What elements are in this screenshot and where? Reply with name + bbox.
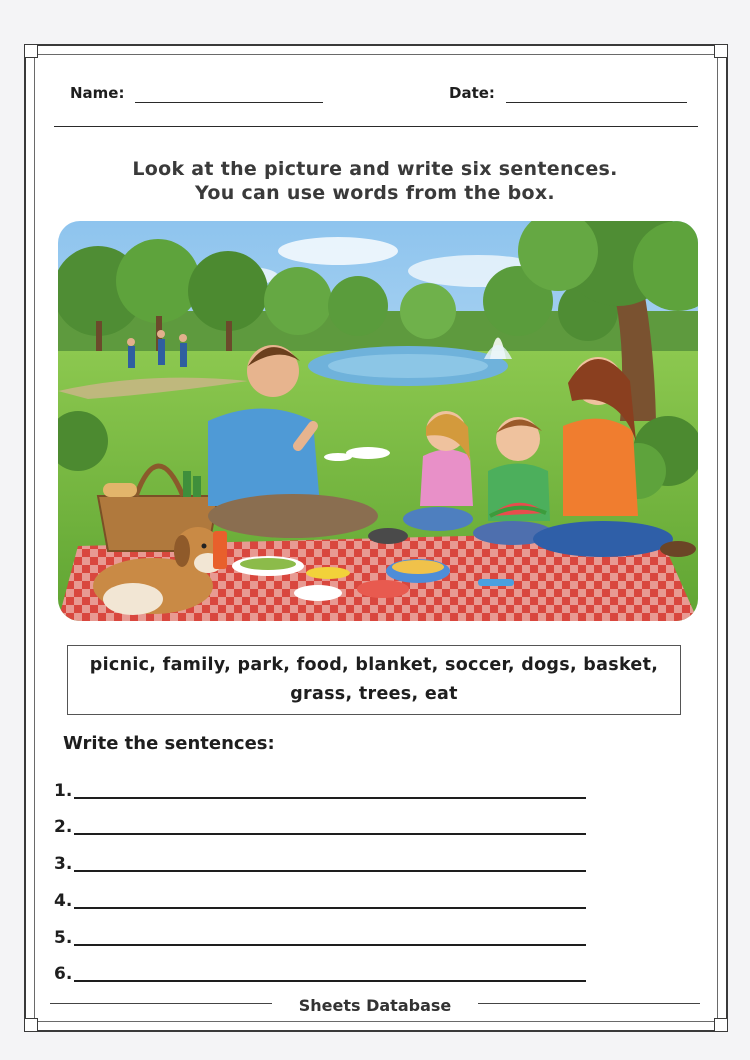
sentence-answer-line[interactable] [74, 944, 586, 946]
name-label: Name: [70, 84, 125, 102]
word-bank [67, 645, 681, 715]
corner-ornament [24, 1018, 38, 1032]
sentence-number: 3. [54, 854, 73, 874]
sentence-answer-line[interactable] [74, 907, 586, 909]
corner-ornament [24, 44, 38, 58]
date-field[interactable] [506, 102, 687, 103]
sentence-answer-line[interactable] [74, 797, 586, 799]
sentence-number: 6. [54, 964, 73, 984]
sentence-row-4[interactable] [54, 889, 594, 913]
corner-ornament [714, 1018, 728, 1032]
footer-brand: Sheets Database [298, 996, 452, 1015]
sentence-number: 1. [54, 781, 73, 801]
instruction-line-2: You can use words from the box. [195, 182, 555, 204]
instruction-line-1: Look at the picture and write six sentences. [132, 158, 618, 180]
sentence-answer-line[interactable] [74, 833, 586, 835]
name-field[interactable] [135, 102, 323, 103]
word-bank-line-2: grass, trees, eat [290, 684, 458, 704]
header-divider [54, 126, 698, 127]
corner-ornament [714, 44, 728, 58]
sentence-answer-line[interactable] [74, 980, 586, 982]
family-picnic-illustration [58, 221, 698, 621]
date-label: Date: [449, 84, 495, 102]
sentence-row-3[interactable] [54, 852, 594, 876]
sentence-row-5[interactable] [54, 926, 594, 950]
sentence-answer-line[interactable] [74, 870, 586, 872]
sentences-heading: Write the sentences: [63, 733, 275, 754]
sentence-number: 4. [54, 891, 73, 911]
sentence-number: 2. [54, 817, 73, 837]
sentence-number: 5. [54, 928, 73, 948]
sentence-row-6[interactable] [54, 962, 594, 986]
word-bank-line-1: picnic, family, park, food, blanket, soccer, dogs, basket, [89, 655, 659, 675]
sentence-row-2[interactable] [54, 815, 594, 839]
sentence-row-1[interactable] [54, 779, 594, 803]
